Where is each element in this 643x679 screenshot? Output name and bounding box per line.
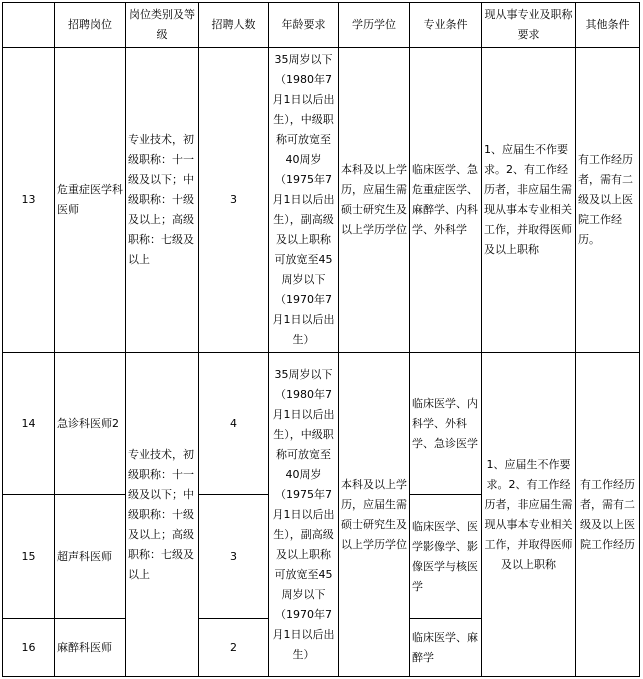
- header-degree: 学历学位: [339, 3, 410, 48]
- other-cell: 有工作经历者，需有二级及以上医院工作经历: [576, 353, 640, 677]
- header-position: 招聘岗位: [55, 3, 126, 48]
- header-index: [3, 3, 55, 48]
- age-cell: 35周岁以下（1980年7月1日以后出生），中级职称可放宽至40周岁（1975年7月1日以后出生），副高级及以上职称可放宽至45周岁以下（1970年7月1日以后出生）: [269, 353, 339, 677]
- title-requirement-cell: 1、应届生不作要求。2、有工作经历者，非应届生需现从事本专业相关工作，并取得医师及以上职称: [482, 353, 576, 677]
- table-row: [3, 353, 640, 495]
- major-cell: 临床医学、急危重症医学、麻醉学、内科学、外科学: [410, 48, 482, 353]
- count-cell: 2: [199, 619, 269, 677]
- header-title-requirement: 现从事专业及职称要求: [482, 3, 576, 48]
- major-cell: 临床医学、麻醉学: [410, 619, 482, 677]
- other-cell: 有工作经历者，需有二级及以上医院工作经历。: [576, 48, 640, 353]
- header-age: 年龄要求: [269, 3, 339, 48]
- count-cell: 4: [199, 353, 269, 495]
- position-cell: 超声科医师: [55, 495, 126, 619]
- count-cell: 3: [199, 48, 269, 353]
- row-number: 14: [3, 353, 55, 495]
- recruitment-table: [2, 2, 640, 677]
- degree-cell: 本科及以上学历，应届生需硕士研究生及以上学历学位: [339, 353, 410, 677]
- row-number: 16: [3, 619, 55, 677]
- major-cell: 临床医学、医学影像学、影像医学与核医学: [410, 495, 482, 619]
- major-cell: 临床医学、内科学、外科学、急诊医学: [410, 353, 482, 495]
- age-cell: 35周岁以下（1980年7月1日以后出生），中级职称可放宽至40周岁（1975年7月1日以后出生），副高级及以上职称可放宽至45周岁以下（1970年7月1日以后出生）: [269, 48, 339, 353]
- position-cell: 危重症医学科医师: [55, 48, 126, 353]
- title-requirement-cell: 1、应届生不作要求。2、有工作经历者，非应届生需现从事本专业相关工作，并取得医师及以上职称: [482, 48, 576, 353]
- row-number: 13: [3, 48, 55, 353]
- header-category: 岗位类别及等级: [126, 3, 199, 48]
- count-cell: 3: [199, 495, 269, 619]
- position-cell: 麻醉科医师: [55, 619, 126, 677]
- row-number: 15: [3, 495, 55, 619]
- header-count: 招聘人数: [199, 3, 269, 48]
- degree-cell: 本科及以上学历，应届生需硕士研究生及以上学历学位: [339, 48, 410, 353]
- header-row: [3, 3, 640, 48]
- header-other: 其他条件: [576, 3, 640, 48]
- table-row: [3, 48, 640, 353]
- header-major: 专业条件: [410, 3, 482, 48]
- category-cell: 专业技术，初级职称：十一级及以下；中级职称：十级及以上；高级职称：七级及以上: [126, 48, 199, 353]
- category-cell: 专业技术，初级职称：十一级及以下；中级职称：十级及以上；高级职称：七级及以上: [126, 353, 199, 677]
- position-cell: 急诊科医师2: [55, 353, 126, 495]
